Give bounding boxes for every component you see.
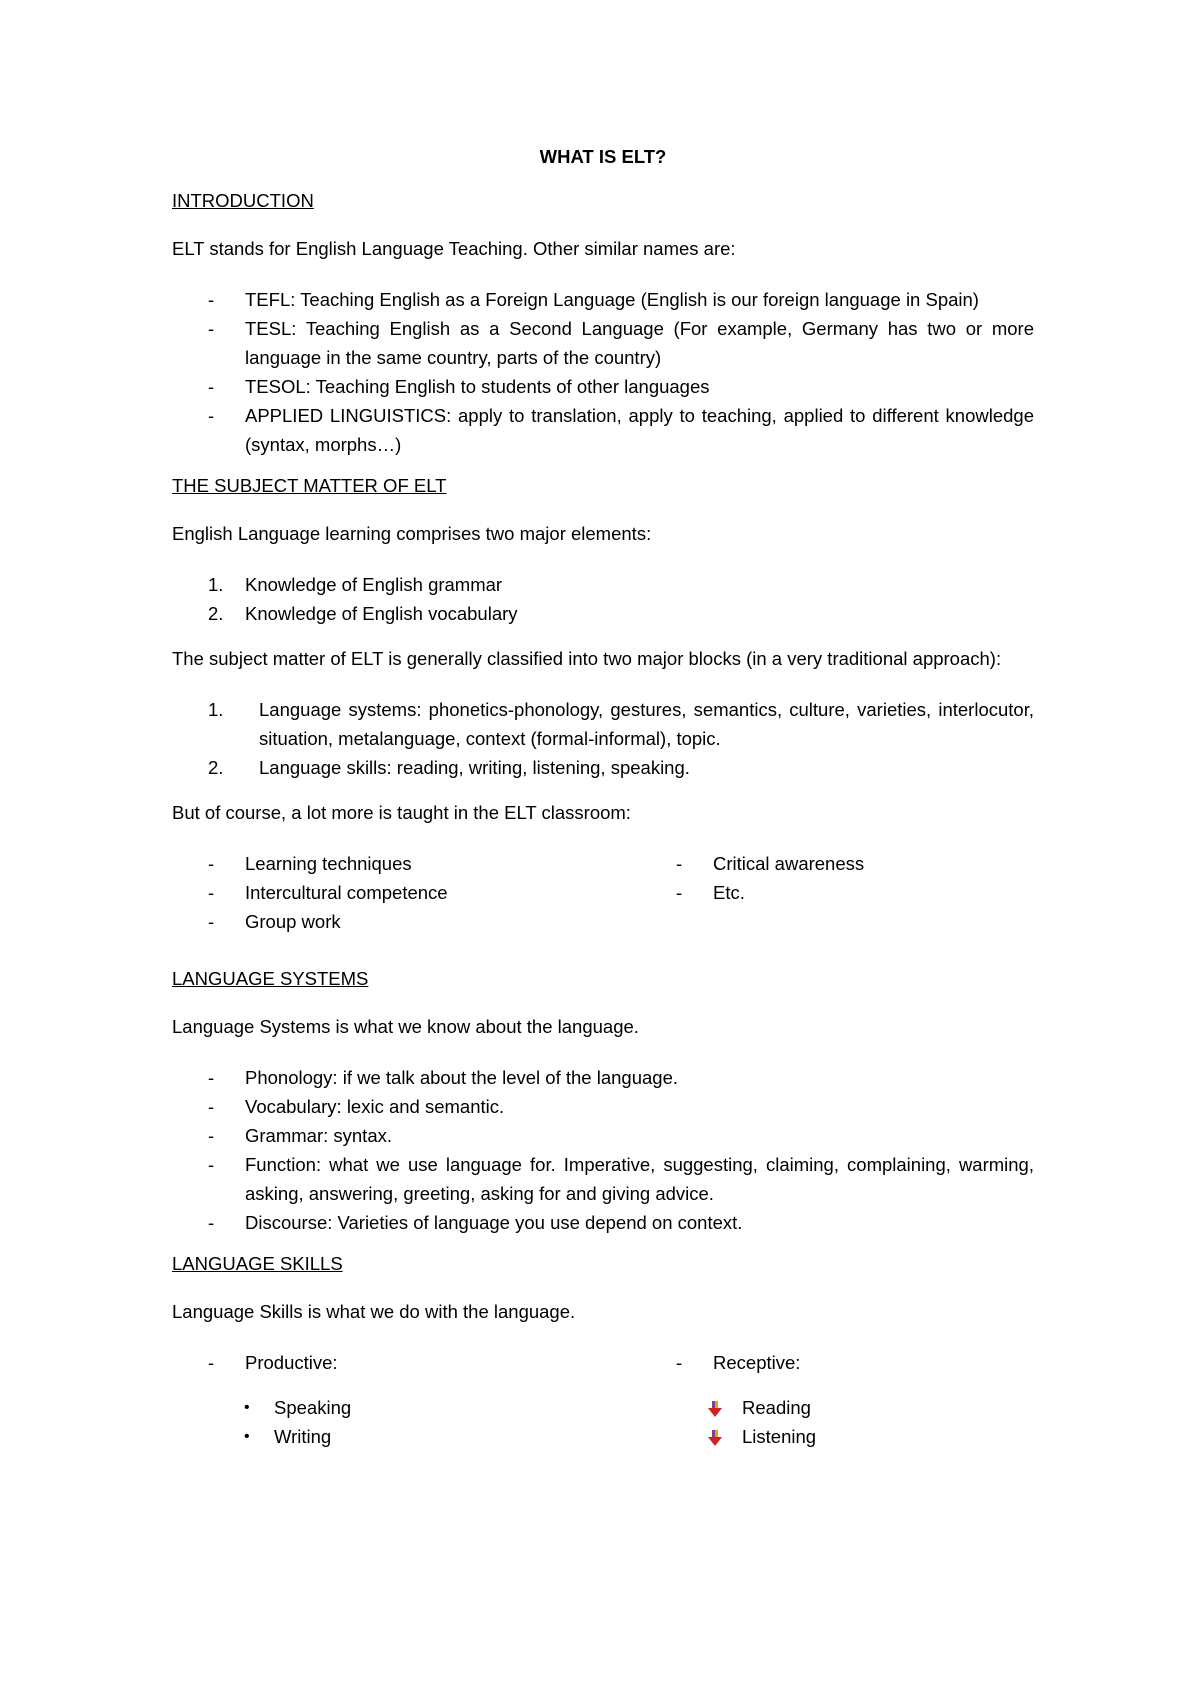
section-heading-introduction: INTRODUCTION [172, 190, 314, 211]
number-marker: 1. [208, 699, 224, 720]
dash-marker: - [676, 882, 683, 903]
subject-paragraph-2: The subject matter of ELT is generally classified into two major blocks (in a very traditional approach): [172, 648, 1002, 669]
list-item [172, 1121, 1034, 1150]
more-taught-columns [172, 849, 1034, 952]
list-item-text: APPLIED LINGUISTICS: apply to translation, apply to teaching, applied to different knowledge (syntax, morphs…) [245, 405, 1034, 455]
list-item [172, 1208, 1034, 1237]
list-item [640, 849, 1034, 878]
dash-marker: - [208, 405, 215, 426]
list-item-text: TESL: Teaching English as a Second Language (For example, Germany has two or more language in the same country, parts of the country) [245, 318, 1034, 368]
list-item [172, 1150, 1034, 1208]
arrow-down-icon [706, 1401, 724, 1417]
list-item [172, 878, 640, 907]
receptive-column [640, 1348, 1034, 1451]
list-item [172, 907, 640, 936]
arrow-down-icon [706, 1430, 724, 1446]
dash-marker: - [208, 376, 215, 397]
number-marker: 2. [208, 757, 224, 778]
more-taught-right [640, 849, 1034, 952]
list-item-text: Listening [742, 1426, 817, 1447]
list-item [172, 1092, 1034, 1121]
list-item [172, 849, 640, 878]
intro-list [172, 285, 1034, 459]
list-item-text: Vocabulary: lexic and semantic. [245, 1096, 505, 1117]
list-item [172, 695, 1034, 753]
document-page [172, 146, 1034, 1467]
list-item [172, 1422, 640, 1451]
section-heading-language-systems: LANGUAGE SYSTEMS [172, 968, 369, 989]
bullet-icon: • [244, 1428, 250, 1445]
list-item [172, 1348, 640, 1377]
list-item-text: Critical awareness [713, 853, 865, 874]
list-item [172, 285, 1034, 314]
productive-sublist [172, 1393, 640, 1451]
more-taught-list-left [172, 849, 640, 936]
number-marker: 2. [208, 603, 224, 624]
list-item [640, 1348, 1034, 1377]
dash-marker: - [208, 1125, 215, 1146]
list-item-text: Knowledge of English vocabulary [245, 603, 518, 624]
subject-paragraph-3: But of course, a lot more is taught in the ELT classroom: [172, 802, 631, 823]
list-item-text: Knowledge of English grammar [245, 574, 503, 595]
dash-marker: - [208, 911, 215, 932]
list-item [172, 1063, 1034, 1092]
systems-paragraph: Language Systems is what we know about the language. [172, 1016, 639, 1037]
blocks-list [172, 695, 1034, 782]
list-item-text: Phonology: if we talk about the level of the language. [245, 1067, 678, 1088]
skills-columns [172, 1348, 1034, 1451]
intro-paragraph: ELT stands for English Language Teaching. Other similar names are: [172, 238, 736, 259]
bullet-icon: • [244, 1399, 250, 1416]
list-item-text: Speaking [274, 1397, 352, 1418]
list-item [172, 1393, 640, 1422]
systems-list [172, 1063, 1034, 1237]
dash-marker: - [208, 853, 215, 874]
section-heading-subject-matter: THE SUBJECT MATTER OF ELT [172, 475, 447, 496]
dash-marker: - [208, 318, 215, 339]
elements-list [172, 570, 1034, 628]
list-item-text: Discourse: Varieties of language you use depend on context. [245, 1212, 743, 1233]
list-item [640, 878, 1034, 907]
list-item-text: Language systems: phonetics-phonology, gestures, semantics, culture, varieties, interlocutor, situation, metalanguage, context (formal-informal), topic. [259, 699, 1034, 749]
dash-marker: - [208, 289, 215, 310]
productive-list [172, 1348, 640, 1377]
dash-marker: - [208, 1154, 215, 1175]
list-item [172, 599, 1034, 628]
dash-marker: - [208, 1352, 215, 1373]
list-item [172, 372, 1034, 401]
productive-label: Productive: [245, 1352, 338, 1373]
dash-marker: - [208, 882, 215, 903]
section-heading-language-skills: LANGUAGE SKILLS [172, 1253, 343, 1274]
list-item-text: Reading [742, 1397, 811, 1418]
number-marker: 1. [208, 574, 224, 595]
list-item-text: Language skills: reading, writing, listening, speaking. [259, 757, 690, 778]
list-item-text: Learning techniques [245, 853, 412, 874]
document-title: WHAT IS ELT? [539, 146, 667, 167]
list-item-text: TEFL: Teaching English as a Foreign Language (English is our foreign language in Spain) [245, 289, 979, 310]
skills-paragraph: Language Skills is what we do with the language. [172, 1301, 576, 1322]
list-item [640, 1393, 1034, 1422]
list-item-text: Function: what we use language for. Imperative, suggesting, claiming, complaining, warming, asking, answering, greeting, asking for and giving advice. [245, 1154, 1034, 1204]
list-item [172, 314, 1034, 372]
list-item [172, 753, 1034, 782]
receptive-sublist [640, 1393, 1034, 1451]
list-item [172, 401, 1034, 459]
list-item-text: Etc. [713, 882, 745, 903]
list-item-text: Writing [274, 1426, 332, 1447]
list-item-text: TESOL: Teaching English to students of other languages [245, 376, 710, 397]
dash-marker: - [676, 853, 683, 874]
more-taught-left [172, 849, 640, 952]
list-item [172, 570, 1034, 599]
list-item [640, 1422, 1034, 1451]
subject-paragraph-1: English Language learning comprises two major elements: [172, 523, 652, 544]
dash-marker: - [208, 1096, 215, 1117]
list-item-text: Group work [245, 911, 341, 932]
receptive-list [640, 1348, 1034, 1377]
dash-marker: - [208, 1067, 215, 1088]
dash-marker: - [208, 1212, 215, 1233]
receptive-label: Receptive: [713, 1352, 801, 1373]
productive-column [172, 1348, 640, 1451]
list-item-text: Intercultural competence [245, 882, 448, 903]
list-item-text: Grammar: syntax. [245, 1125, 392, 1146]
dash-marker: - [676, 1352, 683, 1373]
more-taught-list-right [640, 849, 1034, 907]
